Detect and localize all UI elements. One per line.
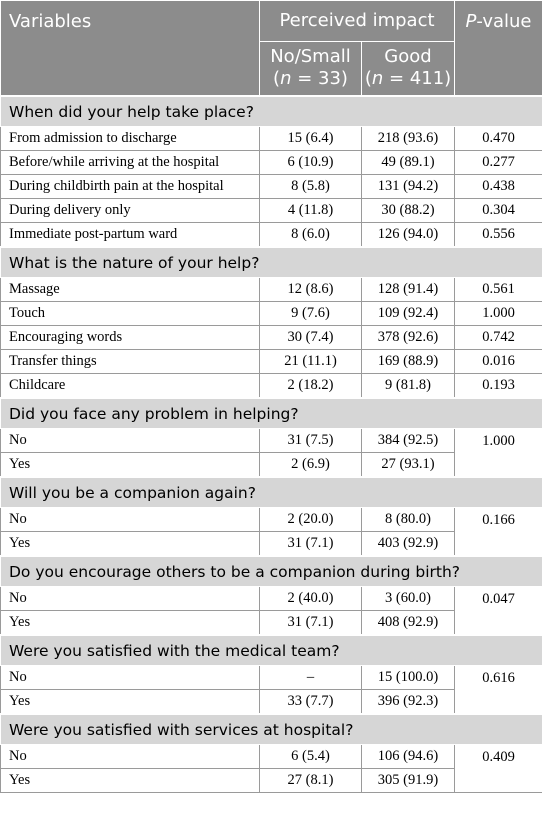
no-small-value: 31 (7.1)	[260, 532, 362, 557]
good-value: 396 (92.3)	[362, 690, 455, 715]
good-value: 27 (93.1)	[362, 453, 455, 478]
section-header-row	[1, 247, 542, 278]
header-p-value	[455, 1, 542, 97]
table-row	[1, 508, 542, 532]
table-row	[1, 587, 542, 611]
header-variables: Variables	[1, 1, 260, 97]
section-header-row	[1, 714, 542, 745]
no-small-value: 31 (7.1)	[260, 611, 362, 636]
table-row	[1, 429, 542, 453]
row-label: Touch	[1, 302, 260, 326]
section-title: Did you face any problem in helping?	[1, 398, 542, 429]
header-perceived-impact: Perceived impact	[260, 1, 455, 42]
good-value: 169 (88.9)	[362, 350, 455, 374]
header-no-small	[260, 42, 362, 96]
good-value: 218 (93.6)	[362, 127, 455, 151]
p-value: 0.742	[455, 326, 542, 350]
row-label: Yes	[1, 453, 260, 478]
good-value: 9 (81.8)	[362, 374, 455, 399]
table-row	[1, 302, 542, 326]
p-value: 0.166	[455, 508, 542, 557]
p-value: 0.561	[455, 278, 542, 302]
row-label: No	[1, 429, 260, 453]
row-label: Yes	[1, 769, 260, 793]
row-label: Immediate post-partum ward	[1, 223, 260, 248]
p-value: 1.000	[455, 302, 542, 326]
p-value: 0.616	[455, 666, 542, 715]
good-value: 49 (89.1)	[362, 151, 455, 175]
good-value: 30 (88.2)	[362, 199, 455, 223]
no-small-value: 6 (5.4)	[260, 745, 362, 769]
no-small-value: 27 (8.1)	[260, 769, 362, 793]
section-header-row	[1, 477, 542, 508]
good-value: 131 (94.2)	[362, 175, 455, 199]
section-title: Were you satisfied with services at hospital?	[1, 714, 542, 745]
p-value: 1.000	[455, 429, 542, 478]
p-value: 0.193	[455, 374, 542, 399]
table-row	[1, 666, 542, 690]
table-row	[1, 175, 542, 199]
header-p-suffix: -value	[476, 11, 532, 32]
good-value: 408 (92.9)	[362, 611, 455, 636]
good-value: 15 (100.0)	[362, 666, 455, 690]
table-row	[1, 127, 542, 151]
table-row	[1, 278, 542, 302]
row-label: From admission to discharge	[1, 127, 260, 151]
header-good-count: = 411)	[383, 68, 452, 90]
p-value: 0.304	[455, 199, 542, 223]
header-good-n: n	[371, 68, 384, 90]
row-label: No	[1, 587, 260, 611]
good-value: 403 (92.9)	[362, 532, 455, 557]
good-value: 126 (94.0)	[362, 223, 455, 248]
row-label: Before/while arriving at the hospital	[1, 151, 260, 175]
no-small-value: –	[260, 666, 362, 690]
p-value: 0.047	[455, 587, 542, 636]
row-label: Yes	[1, 611, 260, 636]
row-label: During childbirth pain at the hospital	[1, 175, 260, 199]
row-label: No	[1, 666, 260, 690]
section-header-row	[1, 398, 542, 429]
no-small-value: 2 (6.9)	[260, 453, 362, 478]
no-small-value: 31 (7.5)	[260, 429, 362, 453]
p-value: 0.409	[455, 745, 542, 793]
no-small-value: 12 (8.6)	[260, 278, 362, 302]
no-small-value: 15 (6.4)	[260, 127, 362, 151]
p-value: 0.016	[455, 350, 542, 374]
good-value: 106 (94.6)	[362, 745, 455, 769]
section-title: When did your help take place?	[1, 96, 542, 127]
table-row	[1, 199, 542, 223]
section-header-row	[1, 96, 542, 127]
p-value: 0.438	[455, 175, 542, 199]
row-label: During delivery only	[1, 199, 260, 223]
table-header	[1, 1, 542, 97]
row-label: Yes	[1, 690, 260, 715]
no-small-value: 2 (40.0)	[260, 587, 362, 611]
header-no-small-label: No/Small	[270, 46, 351, 68]
table-row	[1, 326, 542, 350]
no-small-value: 33 (7.7)	[260, 690, 362, 715]
p-value: 0.470	[455, 127, 542, 151]
good-value: 305 (91.9)	[362, 769, 455, 793]
row-label: Massage	[1, 278, 260, 302]
no-small-value: 2 (18.2)	[260, 374, 362, 399]
header-no-small-n: n	[280, 68, 292, 90]
header-no-small-open: (	[273, 68, 281, 90]
row-label: Transfer things	[1, 350, 260, 374]
good-value: 109 (92.4)	[362, 302, 455, 326]
no-small-value: 8 (6.0)	[260, 223, 362, 248]
section-header-row	[1, 635, 542, 666]
header-good-open: (	[364, 68, 372, 90]
no-small-value: 4 (11.8)	[260, 199, 362, 223]
section-header-row	[1, 556, 542, 587]
no-small-value: 8 (5.8)	[260, 175, 362, 199]
row-label: No	[1, 508, 260, 532]
table-row	[1, 151, 542, 175]
p-value: 0.556	[455, 223, 542, 248]
row-label: Yes	[1, 532, 260, 557]
no-small-value: 9 (7.6)	[260, 302, 362, 326]
table-row	[1, 350, 542, 374]
no-small-value: 30 (7.4)	[260, 326, 362, 350]
good-value: 128 (91.4)	[362, 278, 455, 302]
no-small-value: 21 (11.1)	[260, 350, 362, 374]
section-title: What is the nature of your help?	[1, 247, 542, 278]
p-value: 0.277	[455, 151, 542, 175]
header-good-label: Good	[384, 46, 432, 68]
section-title: Will you be a companion again?	[1, 477, 542, 508]
good-value: 378 (92.6)	[362, 326, 455, 350]
row-label: Childcare	[1, 374, 260, 399]
header-good	[362, 42, 455, 96]
header-no-small-count: = 33)	[291, 68, 348, 90]
row-label: Encouraging words	[1, 326, 260, 350]
good-value: 384 (92.5)	[362, 429, 455, 453]
good-value: 8 (80.0)	[362, 508, 455, 532]
row-label: No	[1, 745, 260, 769]
no-small-value: 2 (20.0)	[260, 508, 362, 532]
table-body	[1, 96, 542, 793]
section-title: Were you satisfied with the medical team?	[1, 635, 542, 666]
table-row	[1, 374, 542, 399]
header-p-letter: P	[465, 11, 477, 32]
table-row	[1, 223, 542, 248]
section-title: Do you encourage others to be a companion during birth?	[1, 556, 542, 587]
good-value: 3 (60.0)	[362, 587, 455, 611]
table-row	[1, 745, 542, 769]
no-small-value: 6 (10.9)	[260, 151, 362, 175]
